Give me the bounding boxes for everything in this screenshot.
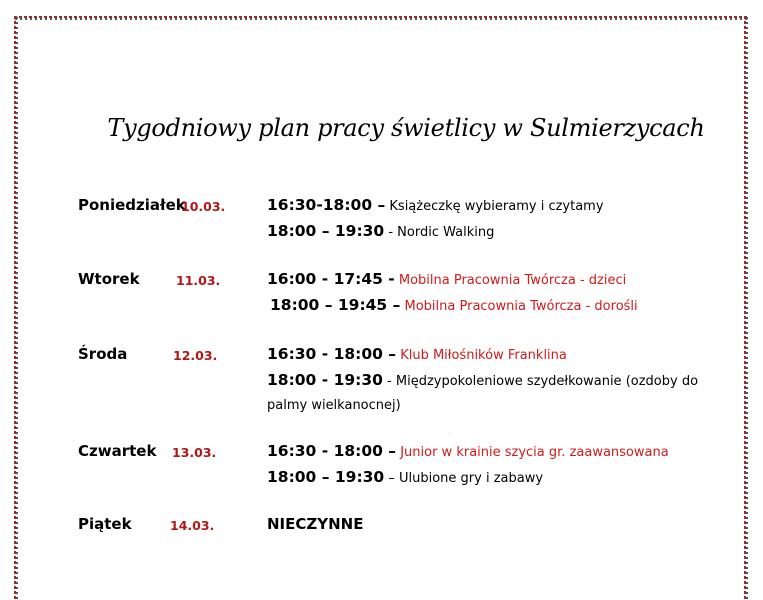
activity: – Ulubione gry i zabawy	[384, 471, 544, 486]
time-range: 18:00 - 19:30	[267, 371, 383, 389]
page-border-left	[14, 16, 18, 600]
day-monday: Poniedziałek	[78, 196, 186, 214]
time-range: 16:30 - 18:00 –	[267, 442, 397, 460]
date-thursday: 13.03.	[172, 445, 217, 460]
day-friday: Piątek	[78, 515, 132, 533]
time-range: 16:30 - 18:00 –	[267, 345, 397, 363]
time-range: 18:00 – 19:30	[267, 468, 385, 486]
time-range: 18:00 – 19:30	[267, 222, 385, 240]
date-tuesday: 11.03.	[176, 273, 221, 288]
day-tuesday: Wtorek	[78, 270, 140, 288]
day-thursday: Czwartek	[78, 442, 157, 460]
date-friday: 14.03.	[170, 518, 215, 533]
schedule-line	[267, 196, 604, 214]
schedule-line	[267, 222, 494, 240]
page-title: Tygodniowy plan pracy świetlicy w Sulmierzycach	[107, 114, 705, 142]
schedule-line	[267, 442, 669, 460]
activity: Książeczkę wybieramy i czytamy	[385, 199, 604, 214]
time-range: 18:00 – 19:45 –	[270, 296, 401, 314]
schedule-line	[267, 270, 626, 288]
activity: Junior w krainie szycia gr. zaawansowana	[396, 445, 669, 460]
page-border-top	[14, 16, 748, 20]
date-monday: 10.03.	[181, 199, 226, 214]
schedule-line	[270, 296, 638, 314]
date-wednesday: 12.03.	[173, 348, 218, 363]
activity: Mobilna Pracownia Twórcza - dzieci	[394, 273, 627, 288]
time-range: 16:30-18:00 –	[267, 196, 386, 214]
closed-label: NIECZYNNE	[267, 515, 364, 533]
activity: - Międzypokoleniowe szydełkowanie (ozdoby do	[382, 374, 699, 389]
activity: - Nordic Walking	[384, 225, 495, 240]
schedule-line	[267, 371, 698, 389]
page-border-right	[744, 16, 748, 600]
time-range: 16:00 - 17:45 -	[267, 270, 395, 288]
activity-continuation: palmy wielkanocnej)	[267, 398, 401, 413]
activity: Klub Miłośników Franklina	[396, 348, 567, 363]
schedule-line	[267, 345, 567, 363]
day-wednesday: Środa	[78, 345, 128, 363]
activity: Mobilna Pracownia Twórcza - dorośli	[400, 299, 638, 314]
schedule-line	[267, 468, 543, 486]
